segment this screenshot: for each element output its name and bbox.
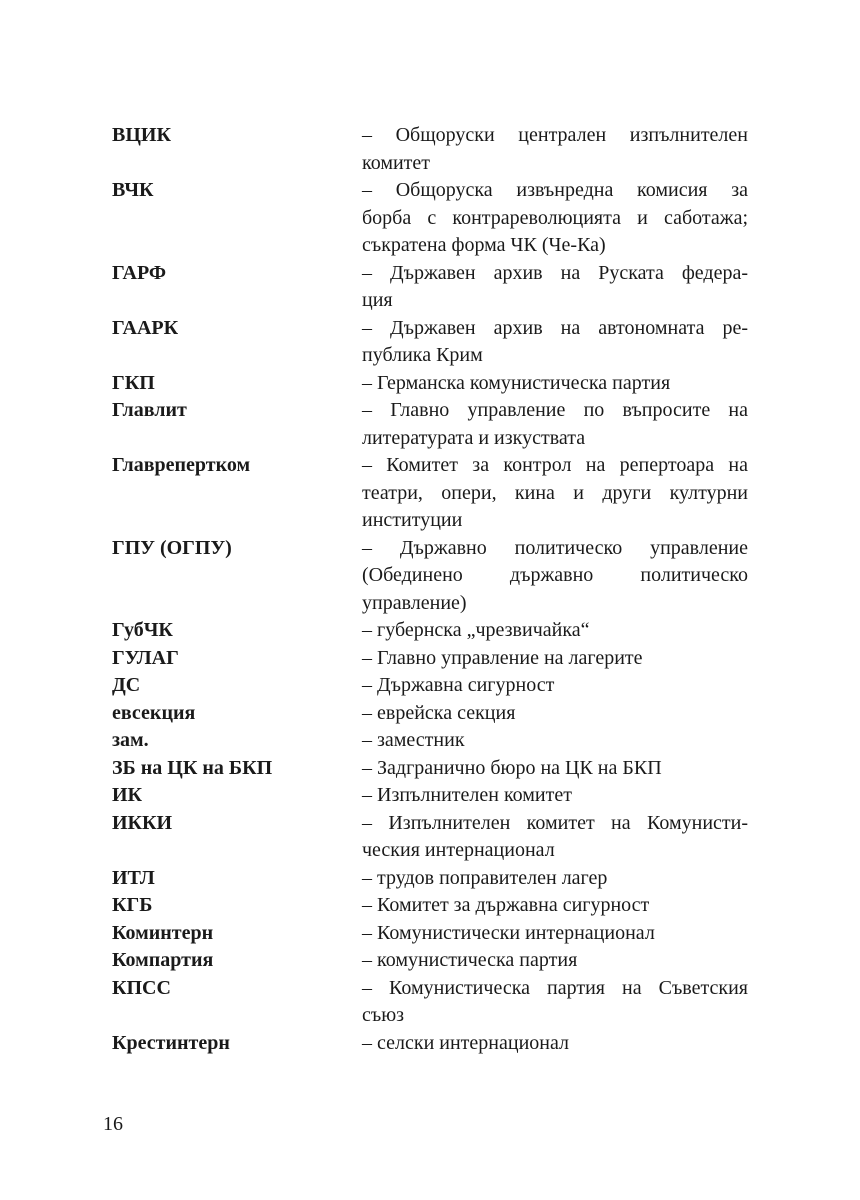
definition-line: съюз [362,1004,405,1026]
abbreviation-term: Крестинтерн [112,1031,230,1054]
glossary-entry [112,727,748,755]
abbreviation-definition [362,865,748,893]
glossary-entry [112,645,748,673]
definition-line: (Обединено държавно политическо [362,564,748,586]
definition-line: – Задгранично бюро на ЦК на БКП [362,756,662,779]
definition-line: – Държавна сигурност [362,674,555,696]
glossary-entry [112,755,748,783]
abbreviation-definition [362,1030,748,1058]
glossary-entry [112,177,748,260]
abbreviation-definition [362,177,748,260]
abbreviation-definition [362,370,748,398]
definition-line: театри, опери, кина и други културни [362,481,748,504]
definition-line: – Комитет за контрол на репертоара на [362,454,748,476]
glossary-entry [112,947,748,975]
abbreviation-term: ИТЛ [112,866,155,889]
abbreviation-definition [362,700,748,728]
definition-line: – Държавно политическо управление [362,536,748,559]
definition-line: – Комунистически интернационал [362,921,655,944]
abbreviation-definition [362,975,748,1030]
abbreviation-term: ГубЧК [112,619,173,641]
abbreviation-definition [362,782,748,810]
abbreviation-definition [362,810,748,865]
abbreviation-definition [362,672,748,700]
glossary-entry [112,122,748,177]
definition-line: – Общоруска извънредна комисия за [362,179,748,201]
abbreviation-term: ГКП [112,371,155,394]
abbreviation-definition [362,452,748,535]
glossary-entry [112,260,748,315]
abbreviation-term: ГПУ (ОГПУ) [112,536,232,559]
definition-line: – Държавен архив на Руската федера- [362,261,748,284]
abbreviation-term: Главрепертком [112,454,251,476]
glossary-entry [112,975,748,1030]
abbreviation-definition [362,122,748,177]
abbreviation-definition [362,892,748,920]
definition-line: – трудов поправителен лагер [362,866,608,889]
abbreviation-definition [362,260,748,315]
definition-line: – губернска „чрезвичайка“ [362,619,590,641]
definition-line: – Изпълнителен комитет [362,784,572,806]
abbreviation-term: ИК [112,784,143,806]
page-number: 16 [103,1113,123,1135]
abbreviation-term: зам. [112,729,149,751]
glossary-entry [112,370,748,398]
abbreviations-list [112,122,748,1057]
glossary-entry [112,617,748,645]
definition-line: – Общоруски централен изпълнителен [362,124,748,146]
abbreviation-definition [362,755,748,783]
abbreviation-definition [362,535,748,618]
definition-line: – Държавен архив на автономната ре- [362,316,748,339]
definition-line: – Комитет за държавна сигурност [362,894,650,916]
glossary-entry [112,892,748,920]
abbreviation-definition [362,947,748,975]
abbreviation-term: Коминтерн [112,921,214,944]
abbreviation-definition [362,315,748,370]
abbreviation-term: ГАРФ [112,261,167,284]
abbreviation-term: ВЦИК [112,124,171,146]
definition-line: – заместник [362,729,465,751]
glossary-entry [112,782,748,810]
definition-line: – Главно управление по въпросите на [362,399,748,421]
glossary-entry [112,865,748,893]
definition-line: комитет [362,151,431,174]
definition-line: – комунистическа партия [362,949,578,971]
glossary-entry [112,452,748,535]
definition-line: – селски интернационал [362,1031,570,1054]
definition-line: – Комунистическа партия на Съветския [362,976,748,999]
glossary-entry [112,672,748,700]
abbreviation-term: КГБ [112,894,153,916]
glossary-entry [112,315,748,370]
definition-line: литературата и изкуствата [362,426,586,449]
definition-line: управление) [362,591,467,614]
definition-line: ция [362,289,393,311]
abbreviation-definition [362,645,748,673]
definition-line: ческия интернационал [362,839,555,861]
glossary-entry [112,810,748,865]
abbreviation-term: Компартия [112,949,214,971]
abbreviation-term: ГУЛАГ [112,646,179,669]
abbreviation-term: ИККИ [112,811,173,834]
definition-line: – Главно управление на лагерите [362,646,643,669]
abbreviation-term: ЗБ на ЦК на БКП [112,756,273,779]
definition-line: – еврейска секция [362,701,516,724]
abbreviation-term: ДС [112,674,141,696]
abbreviation-definition [362,617,748,645]
abbreviation-definition [362,727,748,755]
glossary-entry [112,1030,748,1058]
definition-line: – Германска комунистическа партия [362,371,671,394]
glossary-entry [112,700,748,728]
abbreviation-definition [362,397,748,452]
definition-line: борба с контрареволюцията и саботажа; [362,206,748,229]
glossary-entry [112,535,748,618]
abbreviation-term: ГААРК [112,316,179,339]
definition-line: съкратена форма ЧК (Че-Ка) [362,234,606,256]
definition-line: институции [362,509,463,531]
abbreviation-term: ВЧК [112,179,154,201]
abbreviation-term: КПСС [112,976,171,999]
abbreviation-definition [362,920,748,948]
definition-line: – Изпълнителен комитет на Комунисти- [362,811,748,834]
definition-line: публика Крим [362,344,483,366]
abbreviation-term: евсекция [112,701,196,724]
glossary-entry [112,920,748,948]
abbreviation-term: Главлит [112,399,187,421]
glossary-entry [112,397,748,452]
